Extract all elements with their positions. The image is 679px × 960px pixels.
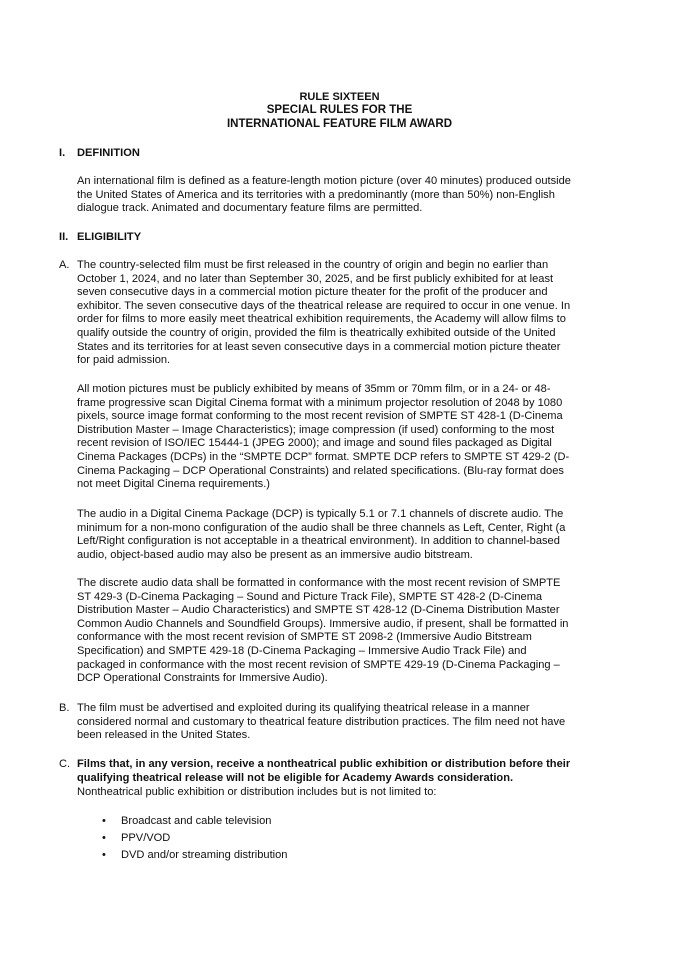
item-a-paragraph-4: The discrete audio data shall be formatted in conformance with the most recent revision of SMPTE ST 429-3 (D-Cinema Packaging – Sound and Picture Track File), SMPTE ST 428-2 (D-Cinema Distribution Master – Audio Characteristics) and SMPTE ST 428-12 (D-Cinema Distribution Master Common Audio Channels and Soundfield Groups). Immersive audio, if present, shall be formatted in conformance with the most recent revision of SMPTE ST 2098-2 (Immersive Audio Bitstream Specification) and SMPTE 429-18 (D-Cinema Packaging – Immersive Audio Track File) and packaged in conformance with the most recent revision of SMPTE 429-19 (D-Cinema Packaging – DCP Operational Constraints for Immersive Audio). — [77, 577, 569, 685]
title-line-2: INTERNATIONAL FEATURE FILM AWARD — [226, 118, 453, 130]
item-b-letter: B. — [59, 702, 70, 714]
section-1-number: I. — [59, 147, 66, 159]
item-a-letter: A. — [59, 259, 70, 271]
rule-number: RULE SIXTEEN — [299, 91, 380, 103]
item-a-paragraph-3: The audio in a Digital Cinema Package (DCP) is typically 5.1 or 7.1 channels of discrete audio. The minimum for a non-mono configuration of the audio shall be three channels as Left, Center, Right (a Left/Right configuration is not acceptable in a theatrical environment). In addition to channel-based audio, object-based audio may also be present as an immersive audio bitstream. — [77, 508, 566, 561]
bullet-item: DVD and/or streaming distribution — [121, 849, 288, 861]
item-a-paragraph-1: The country-selected film must be first released in the country of origin and begin no earlier than October 1, 2024, and no later than September 30, 2025, and be first publicly exhibited for at least seven consecutive days in a commercial motion picture theater for the profit of the producer and exhibitor. The seven consecutive days of the theatrical release are required to occur in one venue. In order for films to more easily meet theatrical exhibition requirements, the Academy will allow films to qualify outside the country of origin, provided the film is theatrically exhibited outside of the United States and its territories for at least seven consecutive days in a commercial motion picture theater for paid admission. — [77, 259, 571, 367]
title-line-1: SPECIAL RULES FOR THE — [266, 104, 413, 116]
section-2-title: ELIGIBILITY — [77, 231, 142, 243]
bullet-item: PPV/VOD — [121, 832, 171, 844]
item-c-bold-text: Films that, in any version, receive a nontheatrical public exhibition or distribution before their qualifying theatrical release will not be eligible for Academy Awards consideration. — [77, 758, 571, 784]
bullet-icon: • — [102, 832, 106, 844]
item-b-text: The film must be advertised and exploited during its qualifying theatrical release in a manner considered normal and customary to theatrical feature distribution practices. The film need not have been released in the United States. — [77, 702, 566, 742]
item-a-paragraph-2: All motion pictures must be publicly exhibited by means of 35mm or 70mm film, or in a 24- or 48- frame progressive scan Digital Cinema format with a minimum projector resolution of 2048 by 1080 pixels, source image format conforming to the most recent revision of SMPTE ST 428-1 (D-Cinema Distribution Master – Image Characteristics); image compression (if used) conforming to the most recent revision of ISO/IEC 15444-1 (JPEG 2000); and image and sound files packaged as Digital Cinema Packages (DCPs) in the “SMPTE DCP” format. SMPTE DCP refers to SMPTE ST 429-2 (D- Cinema Packaging – DCP Operational Constraints) and related specifications. (Blu-ray format does not meet Digital Cinema requirements.) — [77, 383, 570, 491]
section-1-title: DEFINITION — [77, 147, 140, 159]
bullet-icon: • — [102, 815, 106, 827]
item-c-text: Nontheatrical public exhibition or distribution includes but is not limited to: — [77, 786, 437, 798]
bullet-item: Broadcast and cable television — [121, 815, 272, 827]
item-c-letter: C. — [59, 758, 71, 770]
section-1-definition-text: An international film is defined as a feature-length motion picture (over 40 minutes) produced outside the United States of America and its territories with a predominantly (more than 50%) non-English dialogue track. Animated and documentary feature films are permitted. — [77, 175, 571, 215]
bullet-icon: • — [102, 849, 106, 861]
section-2-number: II. — [59, 231, 69, 243]
